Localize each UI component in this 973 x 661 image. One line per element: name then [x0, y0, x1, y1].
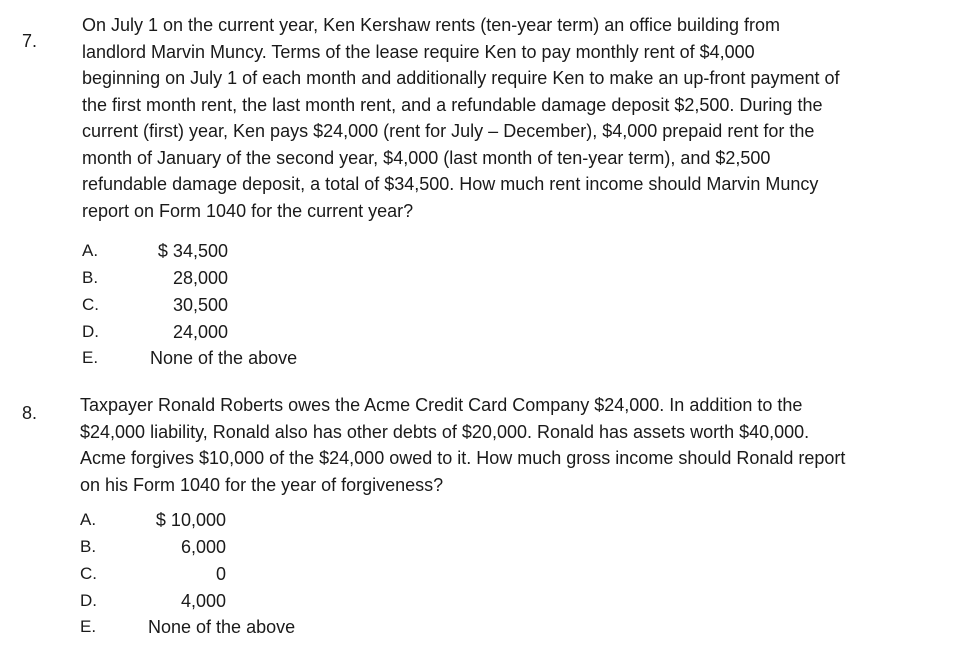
- option-value: 24,000: [172, 322, 228, 342]
- option-letter: D.: [80, 591, 97, 610]
- option-letter: A.: [82, 241, 99, 260]
- option-letter: C.: [80, 564, 97, 583]
- option-letter: A.: [80, 510, 97, 529]
- option-letter: C.: [82, 295, 99, 314]
- option-letter: E.: [82, 348, 99, 367]
- option-letter: E.: [80, 617, 97, 636]
- question-text: Taxpayer Ronald Roberts owes the Acme Credit Card Company $24,000. In addition to the $24,000 liability, Ronald also has other debts of $20,000. Ronald has assets worth $40,000. Acme forgives $10,000 of the $24,000 owed to it. How much gross income should Ronald report on his Form 1040 for the year of forgiveness?: [80, 395, 846, 495]
- option-value: None of the above: [150, 348, 298, 368]
- option-value: $ 34,500: [157, 241, 228, 261]
- option-value: 30,500: [172, 295, 228, 315]
- option-letter: B.: [80, 537, 97, 556]
- question-number: 7.: [22, 31, 38, 51]
- option-value: None of the above: [148, 617, 296, 637]
- option-letter: B.: [82, 268, 99, 287]
- question-number: 8.: [22, 403, 38, 423]
- option-value: 6,000: [180, 537, 226, 557]
- option-letter: D.: [82, 322, 99, 341]
- option-value: 28,000: [172, 268, 228, 288]
- question-text: On July 1 on the current year, Ken Kershaw rents (ten-year term) an office building from landlord Marvin Muncy. Terms of the lease require Ken to pay monthly rent of $4,000 beginning on July 1 of each month and additionally require Ken to make an up-front payment of the first month rent, the last month rent, and a refundable damage deposit $2,500. During the current (first) year, Ken pays $24,000 (rent for July – December), $4,000 prepaid rent for the month of January of the second year, $4,000 (last month of ten-year term), and $2,500 refundable damage deposit, a total of $34,500. How much rent income should Marvin Muncy report on Form 1040 for the current year?: [82, 15, 840, 221]
- option-value: 0: [215, 564, 226, 584]
- option-value: 4,000: [180, 591, 226, 611]
- option-value: $ 10,000: [155, 510, 226, 530]
